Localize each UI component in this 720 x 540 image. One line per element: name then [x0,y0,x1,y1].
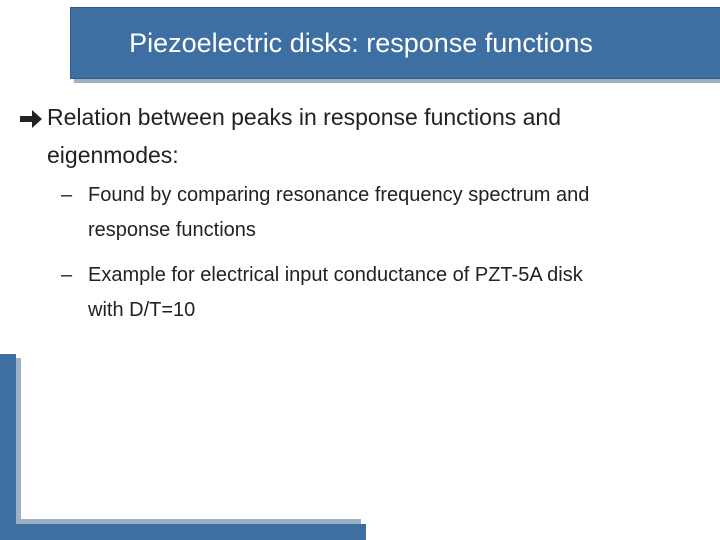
slide-title: Piezoelectric disks: response functions [129,27,593,58]
sub-bullet-text [88,178,589,248]
sub-bullet-line-1: Example for electrical input conductance of PZT-5A disk [88,264,583,286]
dash-marker: – [61,184,73,206]
decorative-bar-horizontal [16,524,366,540]
main-bullet [18,98,708,174]
right-arrow-icon [18,107,44,131]
title-banner [70,7,720,79]
main-bullet-line-1: Relation between peaks in response functions and [47,104,562,130]
sub-bullet-list [18,178,708,328]
slide-content [18,98,708,338]
decorative-bar-shadow-vertical [16,358,21,524]
main-bullet-line-2: eigenmodes: [47,142,179,168]
sub-bullet-line-1: Found by comparing resonance frequency spectrum and [88,184,590,206]
decorative-bar-vertical [0,354,16,540]
sub-bullet-text [88,258,583,328]
sub-bullet-item [61,178,708,248]
dash-marker: – [61,264,73,286]
sub-bullet-line-2: with D/T=10 [88,299,196,321]
main-bullet-text [47,98,561,174]
sub-bullet-line-2: response functions [88,219,256,241]
sub-bullet-item [61,258,708,328]
